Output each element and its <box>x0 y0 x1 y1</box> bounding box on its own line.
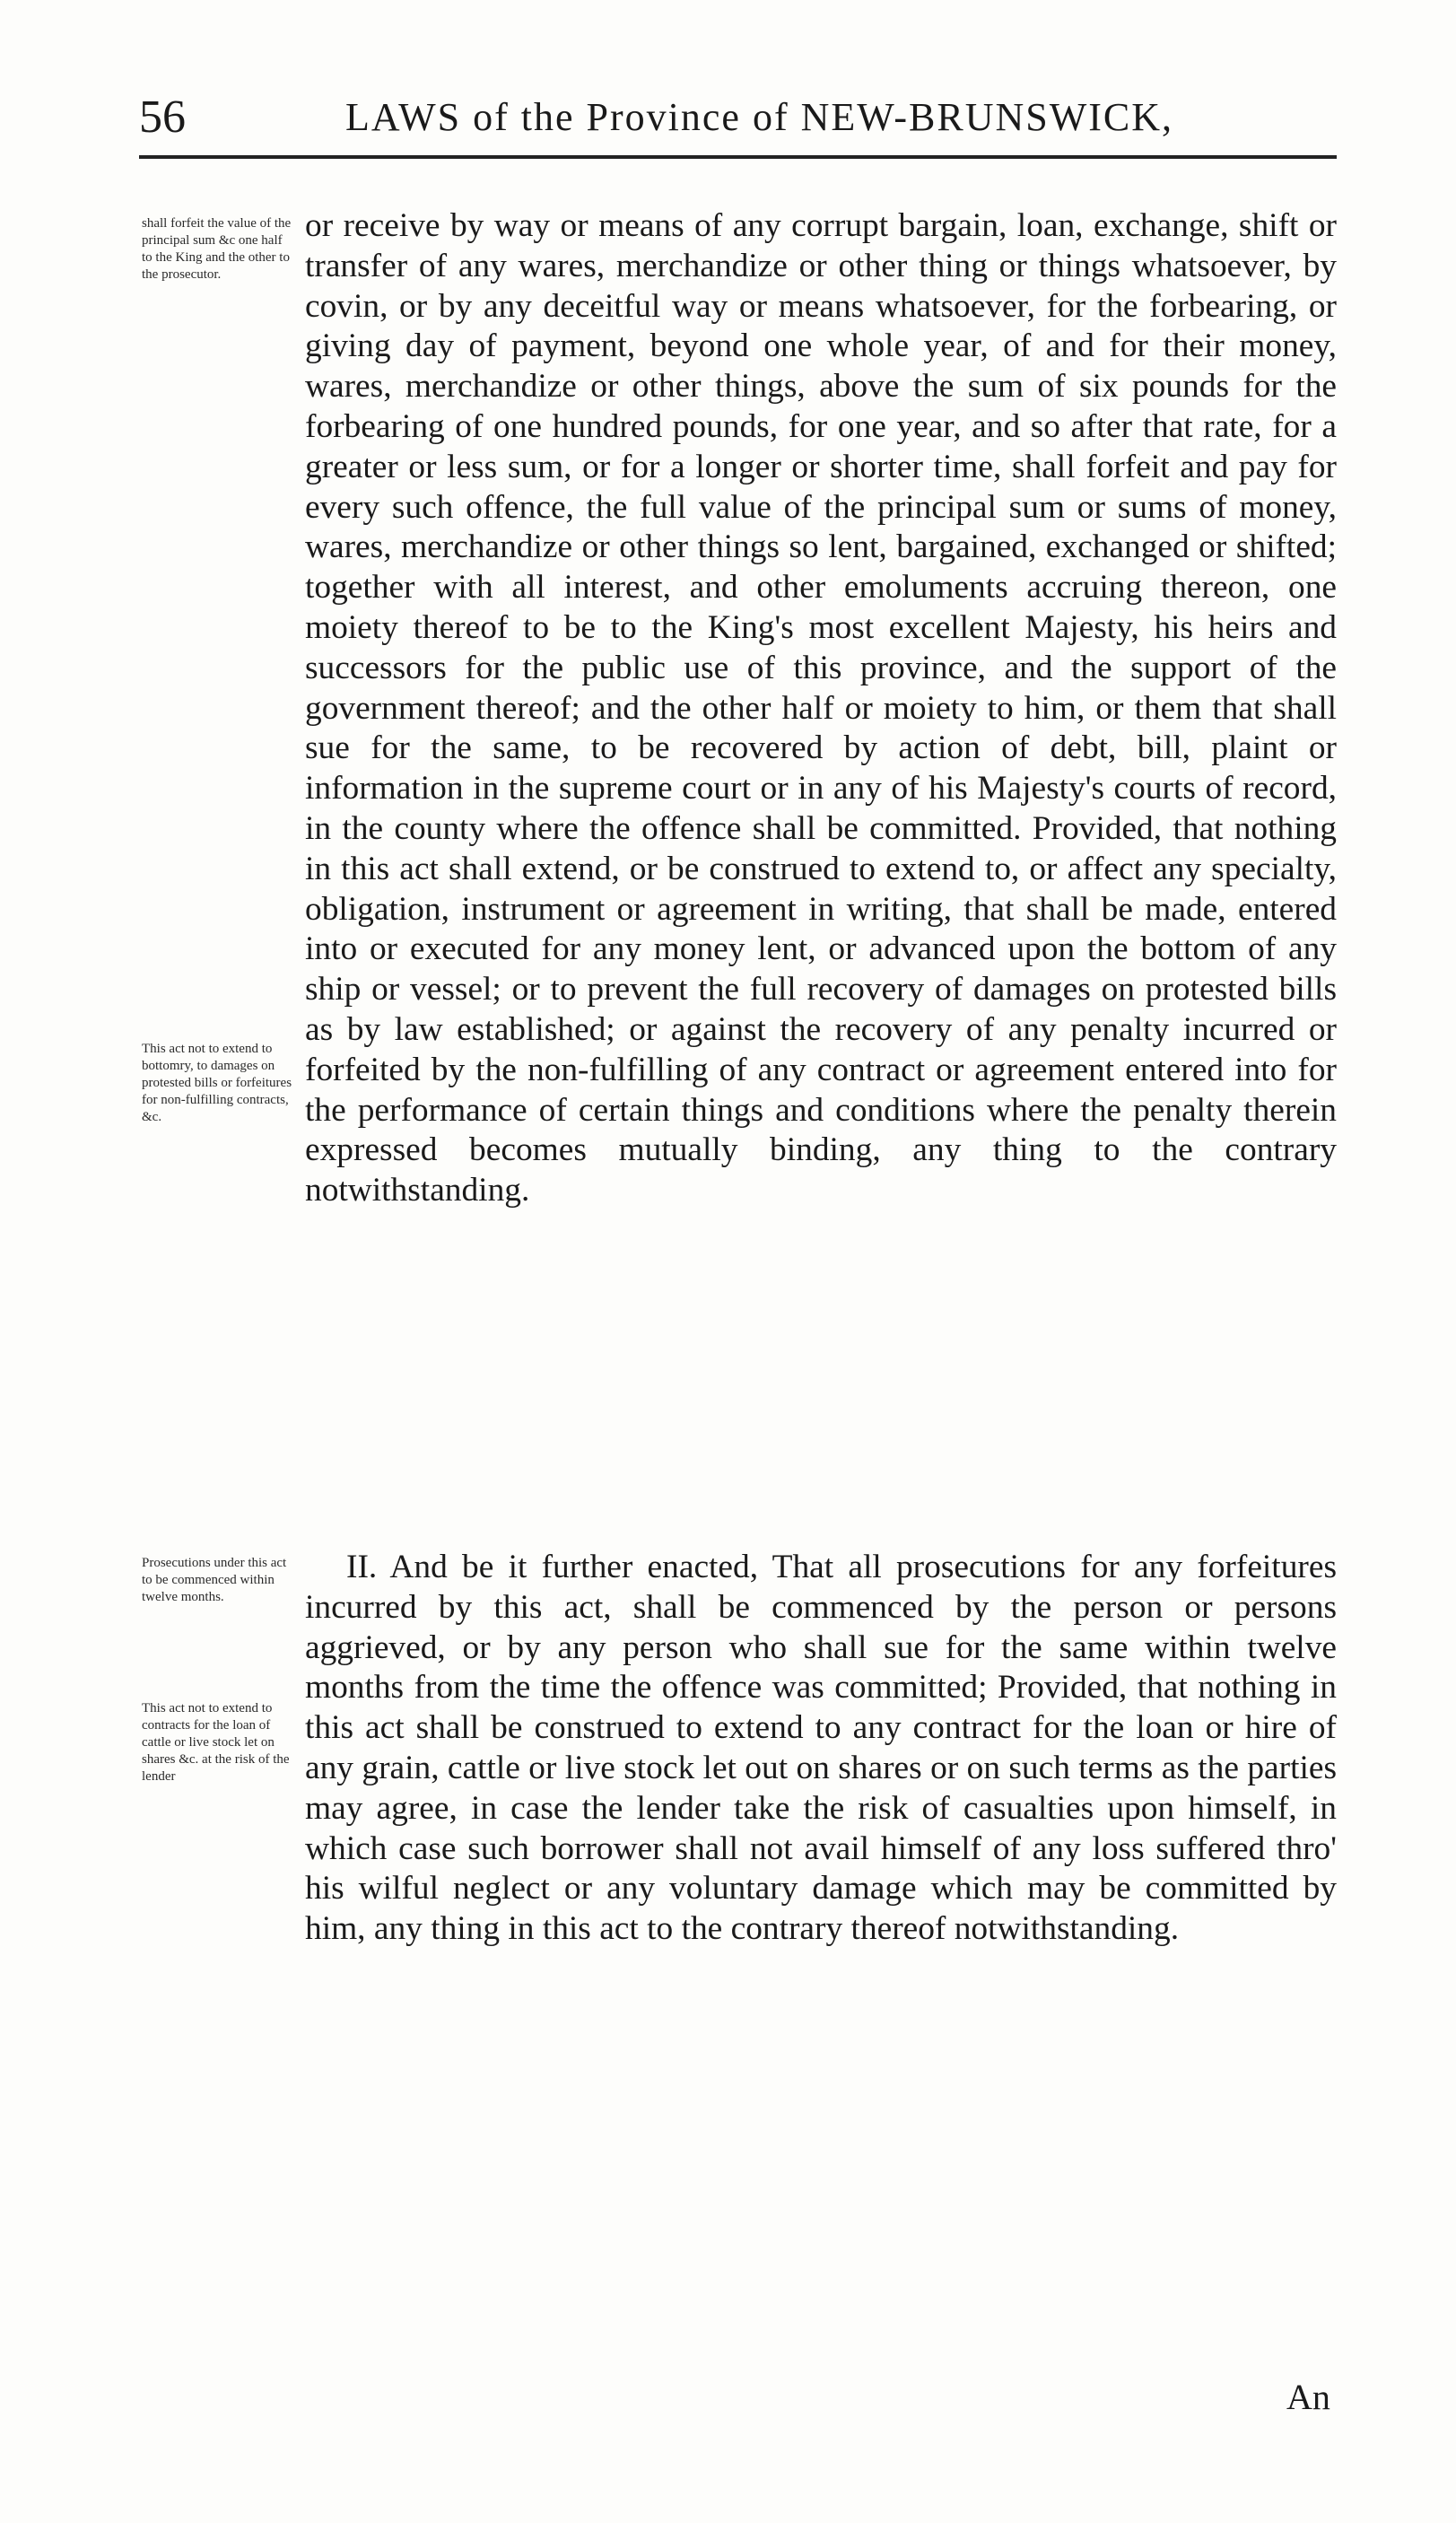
page-number: 56 <box>139 92 186 143</box>
margin-note-livestock-exception: This act not to extend to contracts for the loan of cattle or live stock let on shares &c. at the risk of the lender <box>142 1701 290 1784</box>
header-rule <box>139 155 1337 159</box>
body-paragraph: or receive by way or means of any corrupt bargain, loan, exchange, shift or transfer of any wares, merchandize or other thing or things whatsoever, by covin, or by any deceitful way or means whatsoever, for the forbearing, or giving day of payment, beyond one whole year, of and for their money, wares, merchandize or other things, above the sum of six pounds for the forbearing of one hundred pounds, for one year, and so after that rate, for a greater or less sum, or for a longer or shorter time, shall forfeit and pay for every such offence, the full value of the principal sum or sums of money, wares, merchandize or other things so lent, bargained, exchanged or shifted; together with all interest, and other emoluments accruing thereon, one moiety thereof to be to the King's most excellent Majesty, his heirs and successors for the public use of this province, and the support of the government thereof; and the other half or moiety to him, or them that shall sue for the same, to be recovered by action of debt, bill, plaint or information in the supreme court or in any of his Majesty's courts of record, in the county where the offence shall be committed. Provided, that nothing in this act shall extend, or be construed to extend to, or affect any specialty, obligation, instrument or agreement in writing, that shall be made, entered into or executed for any money lent, or advanced upon the bottom of any ship or vessel; or to prevent the full recovery of damages on protested bills as by law established; or against the recovery of any penalty incurred or forfeited by the non-fulfilling of any contract or agreement entered into for the performance of certain things and conditions where the penalty therein expressed becomes mutually binding, any thing to the contrary notwithstanding. <box>305 207 1337 1209</box>
running-title: LAWS of the Province of NEW-BRUNSWICK, <box>345 95 1174 139</box>
page-header <box>139 85 1337 148</box>
catchword: An <box>1286 2377 1330 2417</box>
body-paragraph-section-ii: II. And be it further enacted, That all prosecutions for any forfeitures incurred by this act, shall be commenced by the person or persons aggrieved, or by any person who shall sue for the same within twelve months from the time the offence was committed; Provided, that nothing in this act shall be construed to extend to any contract for the loan or hire of any grain, cattle or live stock let out on shares or on such terms as the parties may agree, in case the lender take the risk of casualties upon himself, in which case such borrower shall not avail himself of any loss suffered thro' his wilful neglect or any voluntary damage which may be committed by him, any thing in this act to the contrary thereof notwithstanding. <box>305 1549 1337 1948</box>
margin-note-forfeiture: shall forfeit the value of the principal sum &c one half to the King and the other to the prosecutor. <box>142 216 292 282</box>
margin-note-prosecution-limit: Prosecutions under this act to be commenced within twelve months. <box>142 1556 287 1604</box>
margin-note-bottomry-exception: This act not to extend to bottomry, to damages on protested bills or forfeitures for non-fulfilling contracts, &c. <box>142 1042 292 1124</box>
